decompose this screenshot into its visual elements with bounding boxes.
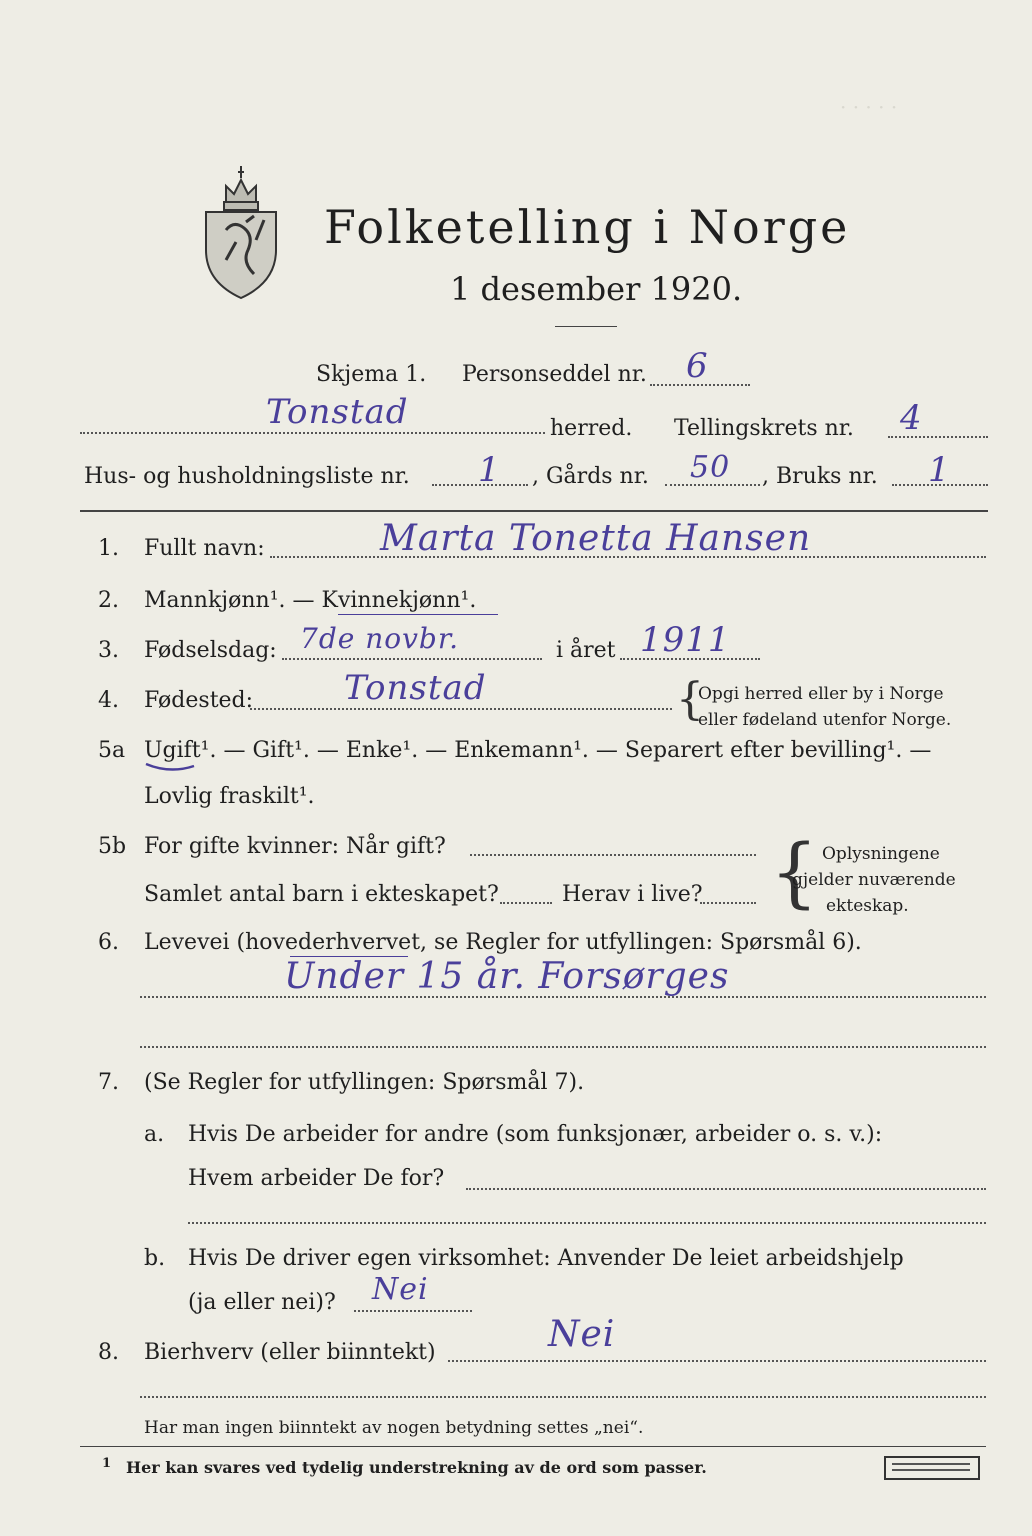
skjema-label: Skjema 1.: [316, 362, 427, 387]
bleed-through-text: · · · · ·: [840, 95, 898, 119]
q5b-children-line[interactable]: [500, 902, 552, 904]
q8-line-2[interactable]: [140, 1396, 986, 1398]
birthplace-value[interactable]: Tonstad: [344, 668, 487, 708]
title-divider: [555, 326, 617, 327]
ugift-underline: [144, 760, 196, 774]
q3-label: Fødselsdag:: [144, 638, 277, 663]
q5b-number: 5b: [98, 834, 127, 859]
q7b-label-2: (ja eller nei)?: [188, 1290, 336, 1315]
q3-year-label: i året: [556, 638, 616, 663]
q1-label: Fullt navn:: [144, 536, 265, 561]
hired-help-value[interactable]: Nei: [372, 1272, 429, 1307]
herred-label: herred.: [550, 416, 633, 441]
q6-line-2[interactable]: [140, 1046, 986, 1048]
side-income-value[interactable]: Nei: [548, 1314, 616, 1355]
q1-number: 1.: [98, 536, 119, 561]
q8-label: Bierhverv (eller biinntekt): [144, 1340, 436, 1365]
herred-line: [80, 432, 545, 434]
q6-label: Levevei (hovederhvervet, se Regler for utfyllingen: Spørsmål 6).: [144, 930, 862, 955]
q3-line: [282, 658, 542, 660]
footnote-mark: 1: [102, 1456, 112, 1471]
q3-number: 3.: [98, 638, 119, 663]
bruks-label: , Bruks nr.: [762, 464, 878, 489]
hus-label: Hus- og husholdningsliste nr.: [84, 464, 410, 489]
bruks-value[interactable]: 1: [928, 450, 951, 490]
section-divider: [80, 510, 988, 512]
q5a-number: 5a: [98, 738, 126, 763]
q7b-line: [354, 1310, 472, 1312]
hus-value[interactable]: 1: [478, 450, 501, 490]
q5b-label-2: Samlet antal barn i ekteskapet?: [144, 882, 499, 907]
q7b-letter: b.: [144, 1246, 166, 1271]
q5b-alive-line[interactable]: [700, 902, 756, 904]
q7a-letter: a.: [144, 1122, 165, 1147]
q7-label: (Se Regler for utfyllingen: Spørsmål 7).: [144, 1070, 585, 1095]
q7a-line-1[interactable]: [466, 1188, 986, 1190]
q8-line-1: [448, 1360, 986, 1362]
form-date: 1 desember 1920.: [450, 270, 743, 308]
personseddel-value[interactable]: 6: [686, 346, 709, 386]
q7a-line-2[interactable]: [188, 1222, 986, 1224]
marital-status-options-2[interactable]: Lovlig fraskilt¹.: [144, 784, 315, 809]
q5b-note-1: Oplysningene: [822, 844, 940, 864]
q5b-label-1: For gifte kvinner: Når gift?: [144, 834, 446, 859]
gender-underline: [338, 614, 498, 615]
herred-value[interactable]: Tonstad: [266, 392, 409, 432]
q4-number: 4.: [98, 688, 119, 713]
gards-value[interactable]: 50: [690, 450, 731, 485]
q7a-label-2: Hvem arbeider De for?: [188, 1166, 445, 1191]
q7-number: 7.: [98, 1070, 119, 1095]
q7b-label-1: Hvis De driver egen virksomhet: Anvender De leiet arbeidshjelp: [188, 1246, 904, 1271]
q8-number: 8.: [98, 1340, 119, 1365]
q4-label: Fødested:: [144, 688, 254, 713]
footnote-divider: [80, 1446, 986, 1447]
gards-label: , Gårds nr.: [532, 464, 649, 489]
full-name-value[interactable]: Marta Tonetta Hansen: [380, 518, 812, 559]
coat-of-arms-icon: [196, 150, 286, 302]
q7a-label-1: Hvis De arbeider for andre (som funksjonær, arbeider o. s. v.):: [188, 1122, 883, 1147]
printer-stamp: [884, 1456, 980, 1480]
marital-status-options[interactable]: Ugift¹. — Gift¹. — Enke¹. — Enkemann¹. — Separert efter bevilling¹. —: [144, 738, 932, 763]
q4-note-2: eller fødeland utenfor Norge.: [698, 710, 952, 730]
q5b-brace: {: [770, 827, 819, 916]
tellingskrets-value[interactable]: 4: [900, 398, 923, 438]
gender-options[interactable]: Mannkjønn¹. — Kvinnekjønn¹.: [144, 588, 477, 613]
biinntekt-note: Har man ingen biinntekt av nogen betydning settes „nei“.: [144, 1418, 644, 1438]
footnote-text: Her kan svares ved tydelig understrekning av de ord som passer.: [126, 1458, 707, 1477]
tellingskrets-label: Tellingskrets nr.: [674, 416, 854, 441]
birthdate-value[interactable]: 7de novbr.: [300, 622, 460, 655]
q6-number: 6.: [98, 930, 119, 955]
q5b-note-3: ekteskap.: [826, 896, 909, 916]
birth-year-value[interactable]: 1911: [640, 620, 731, 660]
q5b-married-line[interactable]: [470, 854, 756, 856]
q5b-label-3: Herav i live?: [562, 882, 703, 907]
personseddel-label: Personseddel nr.: [462, 362, 647, 387]
q4-brace: {: [676, 674, 704, 725]
form-title: Folketelling i Norge: [324, 200, 851, 254]
q4-line: [250, 708, 672, 710]
occupation-value[interactable]: Under 15 år. Forsørges: [284, 956, 730, 997]
q2-number: 2.: [98, 588, 119, 613]
q5b-note-2: gjelder nuværende: [792, 870, 956, 890]
q4-note-1: Opgi herred eller by i Norge: [698, 684, 944, 704]
